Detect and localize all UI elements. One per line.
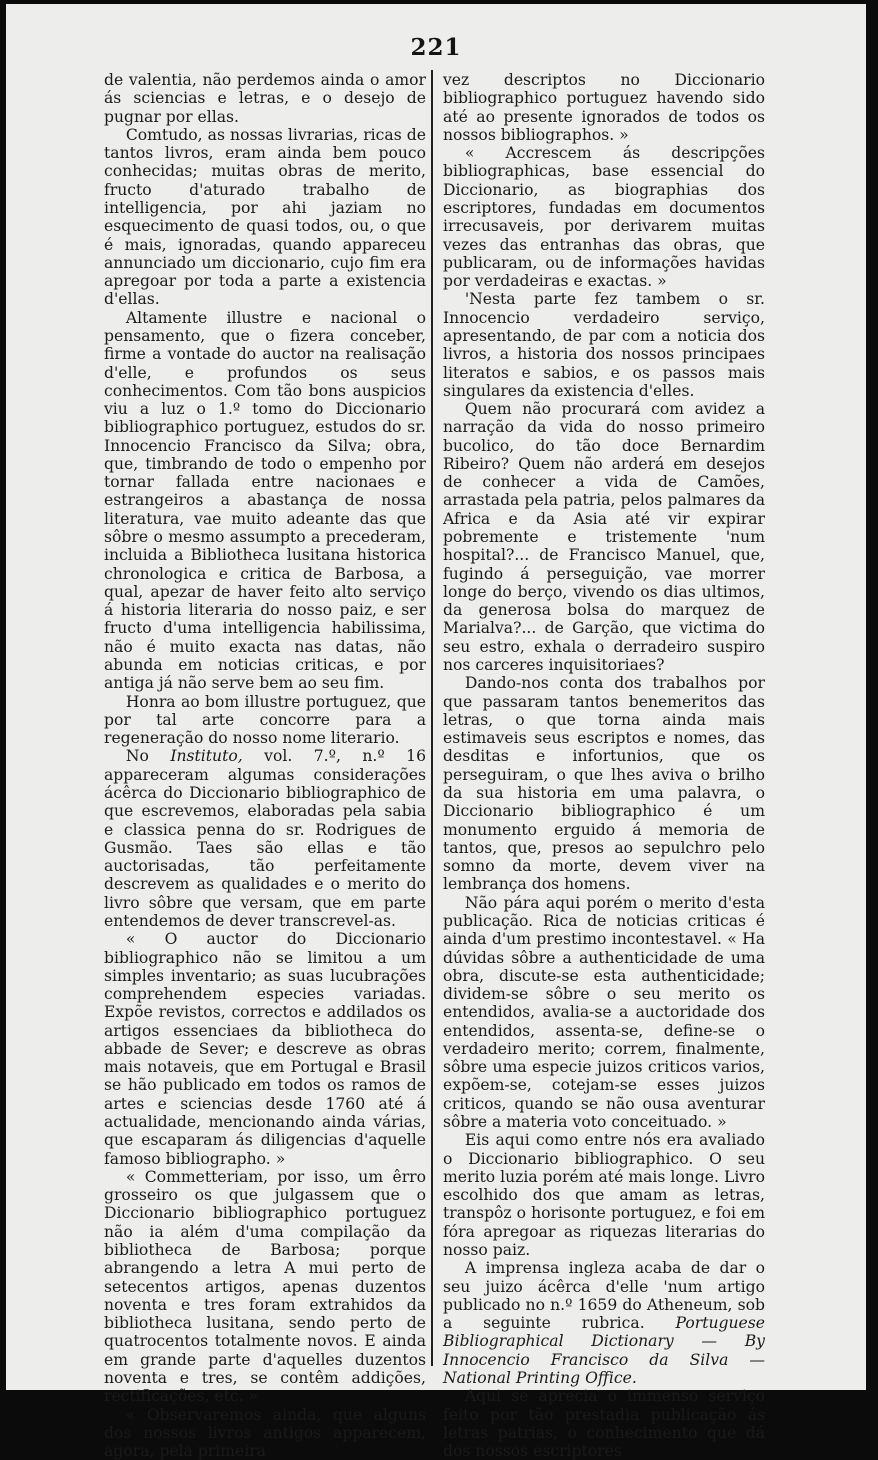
paragraph: Quem não procurará com avidez a narração da vida do nosso primeiro bucolico, do tão doce Bernardim Ribeiro? Quem não arderá em desejos de conhecer a vida de Camões, arrastada pela patria, pelos palmares da Africa e da Asia até vir expirar pobremente e tristemente 'num hospital?... de Francisco Manuel, que, fugindo á perseguição, vae morrer longe do berço, vivendo os dias ultimos, da generosa bolsa do marquez de Marialva?... de Garção, que victima do seu estro, exhala o derradeiro suspiro nos carceres inquisitoriaes? [443, 400, 765, 674]
paragraph-text: vol. 7.º, n.º 16 appareceram algumas considerações ácêrca do Diccionario bibliographico de que escrevemos, elaboradas pela sabia e classica penna do sr. Rodrigues de Gusmão. Taes são ellas e tão auctorisadas, tão perfeitamente descrevem as qualidades e o merito do livro sôbre que versam, que em parte entendemos de dever transcrevel-as. [104, 747, 426, 930]
paragraph: Altamente illustre e nacional o pensamento, que o fizera conceber, firme a vontade do auctor na realisação d'elle, e profundos os seus conhecimentos. Com tão bons auspicios viu a luz o 1.º tomo do Diccionario bibliographico portuguez, estudos do sr. Innocencio Francisco da Silva; obra, que, timbrando de todo o empenho por tornar fallada entre nacionaes e estrangeiros a abastança de nossa literatura, vae muito adeante das que sôbre o mesmo assumpto a precederam, incluida a Bibliotheca lusitana historica chronologica e critica de Barbosa, a qual, apezar de haver feito alto serviço á historia literaria do nosso paiz, e ser fructo d'uma intelligencia habilissima, não é muito exacta nas datas, não abunda em noticias criticas, e por antiga já não serve bem ao seu fim. [104, 308, 426, 693]
paragraph: « Observaremos ainda, que alguns dos nossos livros antigos apparecem, agora, pela primeira [104, 1405, 426, 1460]
column-divider [431, 70, 433, 1366]
left-column [104, 71, 426, 1460]
paragraph-prefix: No [125, 747, 171, 766]
italic-rubric: Portuguese Bibliographical Dictionary — By Innocencio Francisco da Silva — National Printing Office. [443, 1314, 765, 1387]
paragraph [104, 747, 426, 930]
paragraph: de valentia, não perdemos ainda o amor ás sciencias e letras, e o desejo de pugnar por ellas. [104, 71, 426, 126]
paragraph: Dando-nos conta dos trabalhos por que passaram tantos benemeritos das letras, o que torna ainda mais estimaveis seus escriptos e nomes, das desditas e infortunios, que os perseguiram, o que lhes aviva o brilho da sua historia em uma palavra, o Diccionario bibliographico é um monumento erguido á memoria de tantos, que, presos ao sepulchro pelo somno da morte, devem viver na lembrança dos homens. [443, 674, 765, 894]
paragraph: « Commetteriam, por isso, um êrro grosseiro os que julgassem que o Diccionario bibliographico portuguez não ia além d'uma compilação da bibliotheca de Barbosa; porque abrangendo a letra A mui perto de setecentos artigos, apenas duzentos noventa e tres foram extrahidos da bibliotheca lusitana, sendo perto de quatrocentos totalmente novos. E ainda em grande parte d'aquelles duzentos noventa e tres, se contêm addições, rectificações, etc. » [104, 1167, 426, 1406]
italic-title: Instituto, [170, 747, 243, 766]
paragraph: Eis aqui como entre nós era avaliado o Diccionario bibliographico. O seu merito luzia porém até mais longe. Livro escolhido dos que amam as letras, transpôz o horisonte portuguez, e foi em fóra apregoar as riquezas literarias do nosso paiz. [443, 1131, 765, 1259]
right-column [443, 71, 765, 1460]
paragraph: Comtudo, as nossas livrarias, ricas de tantos livros, eram ainda bem pouco conhecidas; muitas obras de merito, fructo d'aturado trabalho de intelligencia, por ahi jaziam no esquecimento de quasi todos, ou, o que é mais, ignoradas, quando appareceu annunciado um diccionario, cujo fim era apregoar por toda a parte a existencia d'ellas. [104, 125, 426, 309]
paragraph: « O auctor do Diccionario bibliographico não se limitou a um simples inventario; as suas lucubrações comprehendem especies variadas. Expõe revistos, correctos e addilados os artigos essenciaes da bibliotheca do abbade de Sever; e descreve as obras mais notaveis, que em Portugal e Brasil se hão publicado em todos os ramos de artes e sciencias desde 1760 até á actualidade, mencionando ainda várias, que escaparam ás diligencias d'aquelle famoso bibliographo. » [104, 930, 426, 1168]
paragraph: 'Nesta parte fez tambem o sr. Innocencio verdadeiro serviço, apresentando, de par com a noticia dos livros, a historia dos nossos principaes literatos e sabios, e os passos mais singulares da existencia d'elles. [443, 290, 765, 400]
paragraph: Aqui se aprecia o immenso serviço feito por tão prestadia publicação ás letras patrias, o conhecimento que dá dos nossos escriptores [443, 1387, 765, 1460]
paragraph: Honra ao bom illustre portuguez, que por tal arte concorre para a regeneração do nosso nome literario. [104, 692, 426, 748]
paragraph-text: A imprensa ingleza acaba de dar o seu juizo ácêrca d'elle 'num artigo publicado no n.º 1659 do Atheneum, sob a seguinte rubrica. [443, 1259, 765, 1333]
paragraph: « Accrescem ás descripções bibliographicas, base essencial do Diccionario, as biographias dos escriptores, fundadas em documentos irrecusaveis, por derivarem muitas vezes das entranhas das obras, que publicaram, ou de informações havidas por verdadeiras e exactas. » [443, 144, 765, 291]
paragraph: Não pára aqui porém o merito d'esta publicação. Rica de noticias criticas é ainda d'um prestimo incontestavel. « Ha dúvidas sôbre a authenticidade de uma obra, discute-se esta authenticidade; dividem-se sôbre o seu merito os entendidos, avalia-se a auctoridade dos entendidos, assenta-se, define-se o verdadeiro merito; correm, finalmente, sôbre uma especie juizos criticos varios, expõem-se, cotejam-se esses juizos criticos, quando se não ousa aventurar sôbre a materia voto conceituado. » [443, 893, 765, 1132]
paragraph [443, 1259, 765, 1387]
book-page [6, 4, 866, 1460]
page-number: 221 [410, 34, 462, 61]
paragraph: vez descriptos no Diccionario bibliographico portuguez havendo sido até ao presente ignorados de todos os nossos bibliographos. » [443, 71, 765, 144]
